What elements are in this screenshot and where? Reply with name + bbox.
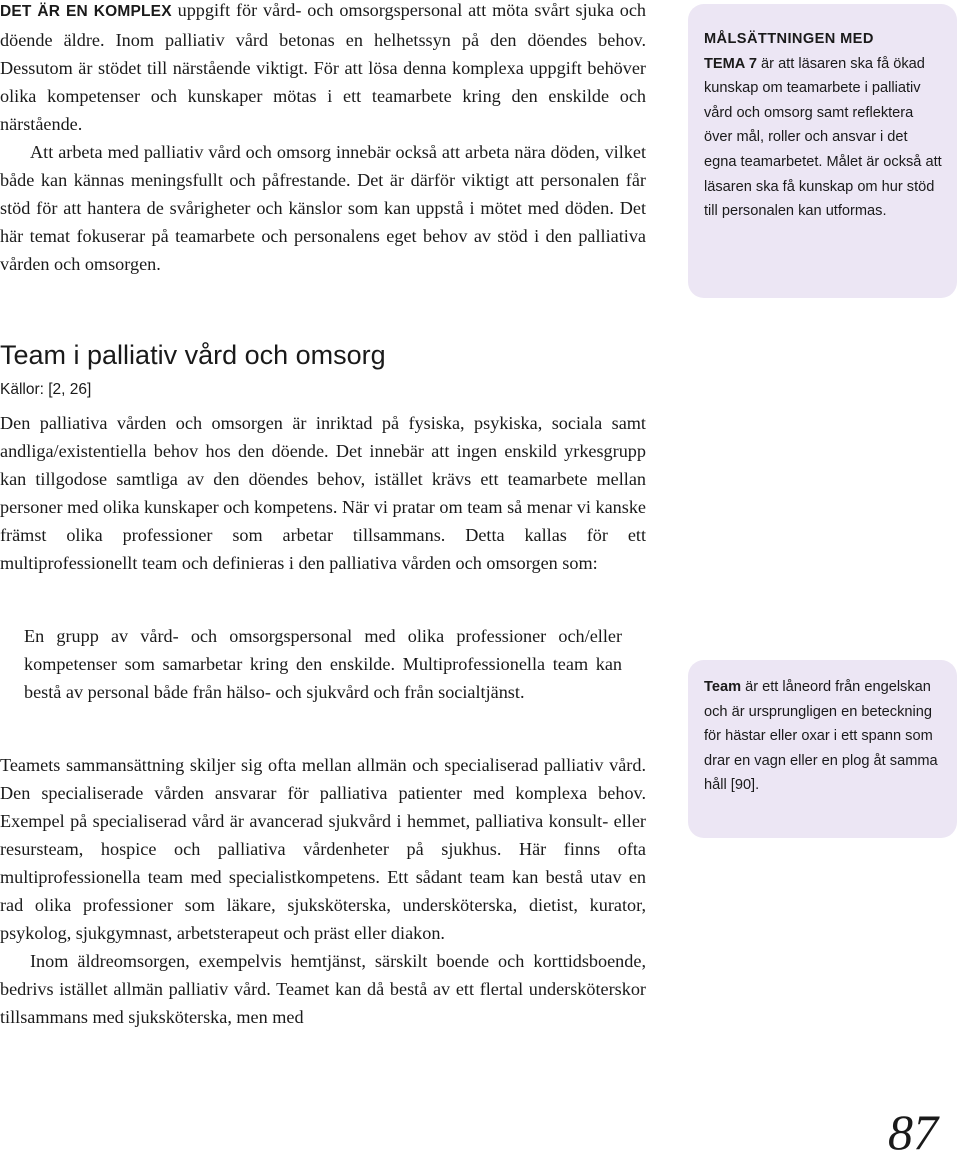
section-paragraph-2: Teamets sammansättning skiljer sig ofta mellan allmän och specialiserad palliativ vård. Den specialiserade vården ansvarar för palliativa patienter med komplexa behov. Exempel på specialiserad vård är avancerad sjukvård i hemmet, palliativa konsult- eller resursteam, hospice och palliativa vårdenheter på sjukhus. Här finns ofta multiprofessionella team med specialistkompetens. Ett sådant team kan bestå utav en rad olika professioner som läkare, sjuksköterska, undersköterska, dietist, kurator, psykolog, sjukgymnast, arbetsterapeut och präst eller diakon. — [0, 755, 646, 943]
section-heading: Team i palliativ vård och omsorg — [0, 340, 386, 370]
intro-paragraph-2: Att arbeta med palliativ vård och omsorg innebär också att arbeta nära döden, vilket både kan kännas meningsfullt och påfrestande. Det är därför viktigt att personalen får stöd för att hantera de svårigheter och känslor som kan uppstå i mötet med döden. Det här temat fokuserar på teamarbete och personalens eget behov av stöd i den palliativa vården och omsorgen. — [0, 142, 646, 274]
section-paragraph-3: Inom äldreomsorgen, exempelvis hemtjänst, särskilt boende och korttidsboende, bedrivs istället allmän palliativ vård. Teamet kan då bestå av ett flertal undersköterskor tillsammans med sjuksköterska, men med — [0, 951, 646, 1027]
sources-line: Källor: [2, 26] — [0, 381, 92, 398]
intro-paragraph-1-text: uppgift för vård- och omsorgspersonal att möta svårt sjuka och döende äldre. Inom palliativ vård betonas en helhetssyn på den döendes behov. Dessutom är stödet till närstående viktigt. För att lösa denna komplexa uppgift behöver olika kompetenser och kunskaper mötas i ett teamarbete kring den enskilde och närstående. — [0, 0, 646, 134]
definition-term: Team — [704, 679, 742, 695]
definition-body: är ett låneord från engelskan och är ursprungligen en beteckning för hästar eller oxar i ett spann som drar en vagn eller en plog åt samma håll [90]. — [704, 679, 938, 794]
intro-lead: DET ÄR EN KOMPLEX — [0, 3, 172, 20]
intro-paragraph-1 — [0, 0, 646, 138]
intro-section — [0, 0, 646, 278]
section-body-1 — [0, 409, 646, 577]
definition-box-text — [704, 675, 943, 798]
section-body-2 — [0, 751, 646, 1031]
page-number: 87 — [888, 1104, 938, 1160]
goal-box — [688, 4, 957, 298]
definition-quote — [24, 622, 622, 706]
goal-box-heading: MÅLSÄTTNINGEN MED — [704, 31, 874, 47]
definition-box — [688, 660, 957, 838]
quote-text: En grupp av vård- och omsorgspersonal med olika professioner och/eller kompetenser som samarbetar kring den enskilde. Multiprofessionella team kan bestå av personal både från hälso- och sjukvård och från socialtjänst. — [24, 626, 622, 702]
goal-box-text — [704, 27, 943, 224]
section-paragraph-1: Den palliativa vården och omsorgen är inriktad på fysiska, psykiska, sociala samt andliga/existentiella behov hos den döende. Det innebär att ingen enskild yrkesgrupp kan tillgodose samtliga av den döendes behov, istället krävs ett teamarbete mellan personer med olika kunskaper och kompetens. När vi pratar om team så menar vi kanske främst olika professioner som arbetar tillsammans. Detta kallas för ett multiprofessionellt team och definieras i den palliativa vården och omsorgen som: — [0, 413, 646, 573]
goal-box-body: är att läsaren ska få ökad kunskap om teamarbete i palliativ vård och omsorg samt reflektera över mål, roller och ansvar i det egna teamarbetet. Målet är också att läsaren ska få kunskap om hur stöd till personalen kan utformas. — [704, 55, 942, 220]
goal-box-theme: TEMA 7 — [704, 55, 757, 72]
